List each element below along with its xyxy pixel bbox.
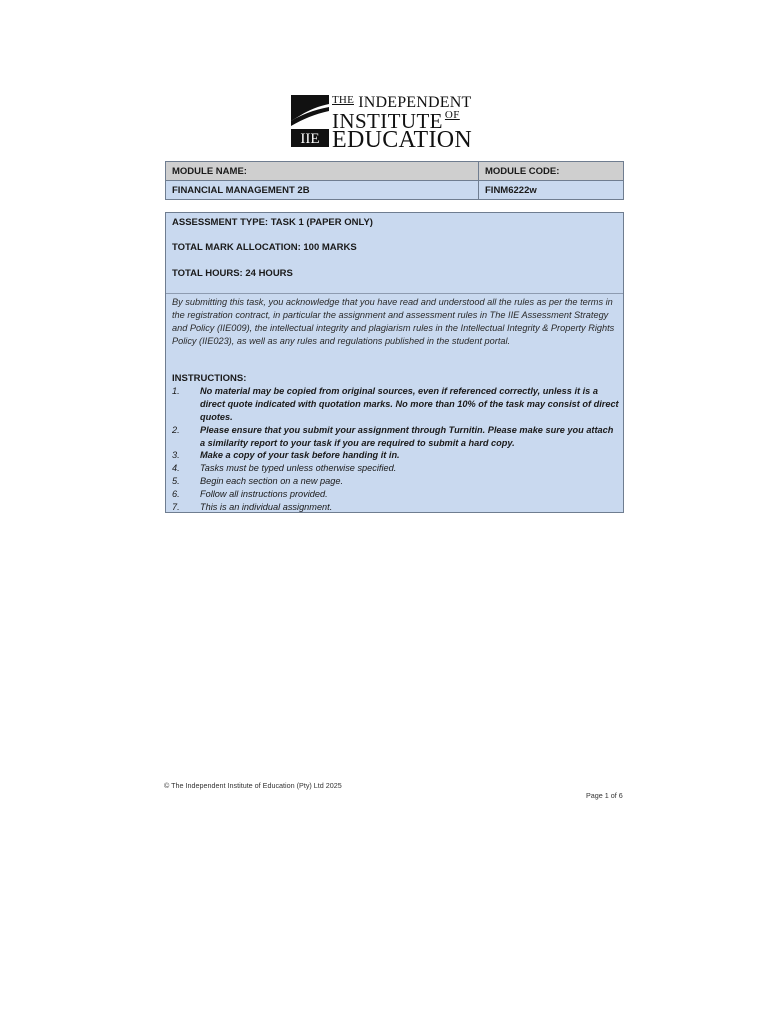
instruction-number: 7.	[172, 502, 180, 512]
module-code-label: MODULE CODE:	[479, 162, 624, 181]
module-name-value: FINANCIAL MANAGEMENT 2B	[166, 181, 479, 200]
instruction-item	[172, 449, 620, 462]
instruction-text: Please ensure that you submit your assignment through Turnitin. Please make sure you attach a similarity report to your task if you are required to submit a hard copy.	[200, 425, 614, 448]
logo-institute: INSTITUTE	[332, 109, 443, 133]
acknowledgement-text: By submitting this task, you acknowledge that you have read and understood all the rules as per the terms in the registration contract, in particular the assignment and assessment rules in The IIE Assessment Strategy and Policy (IIE009), the intellectual integrity and plagiarism rules in the Intellectual Integrity & Property Rights Policy (IIE023), as well as any rules and regulations published in the student portal.	[172, 297, 615, 346]
instruction-number: 2.	[172, 425, 180, 435]
module-table-value-row	[166, 181, 624, 200]
instruction-item	[172, 488, 620, 501]
instruction-item	[172, 475, 620, 488]
footer-page-number: Page 1 of 6	[586, 791, 623, 800]
instruction-item	[172, 424, 620, 450]
instruction-number: 1.	[172, 386, 180, 396]
instruction-number: 5.	[172, 476, 180, 486]
instruction-item	[172, 385, 620, 423]
module-code-value: FINM6222w	[479, 181, 624, 200]
total-marks: TOTAL MARK ALLOCATION: 100 MARKS	[172, 242, 357, 253]
instruction-text: Make a copy of your task before handing it in.	[200, 450, 400, 460]
instructions-title: INSTRUCTIONS:	[172, 373, 247, 384]
logo-independent: INDEPENDENT	[358, 94, 472, 111]
instruction-number: 4.	[172, 463, 180, 473]
iie-logo-mark	[291, 95, 329, 147]
logo-mark-text: IIE	[300, 131, 320, 147]
logo-of: OF	[444, 109, 460, 121]
instruction-item	[172, 501, 620, 514]
total-hours: TOTAL HOURS: 24 HOURS	[172, 268, 293, 279]
iie-logo	[291, 95, 501, 151]
module-name-label: MODULE NAME:	[166, 162, 479, 181]
assessment-type: ASSESSMENT TYPE: TASK 1 (PAPER ONLY)	[172, 217, 373, 228]
instruction-text: No material may be copied from original sources, even if referenced correctly, unless it is a direct quote indicated with quotation marks. No more than 10% of the task may consist of direct quotes.	[200, 386, 619, 422]
instruction-number: 6.	[172, 489, 180, 499]
assessment-box	[165, 212, 624, 513]
instruction-text: This is an individual assignment.	[200, 502, 333, 512]
instruction-text: Tasks must be typed unless otherwise specified.	[200, 463, 397, 473]
instruction-text: Begin each section on a new page.	[200, 476, 344, 486]
module-table-header-row	[166, 162, 624, 181]
footer-copyright: © The Independent Institute of Education (Pty) Ltd 2025	[164, 781, 342, 790]
instruction-item	[172, 462, 620, 475]
assessment-summary	[166, 213, 623, 294]
logo-the: THE	[332, 94, 354, 106]
instruction-number: 3.	[172, 450, 180, 460]
module-table	[165, 161, 624, 200]
logo-education: EDUCATION	[332, 127, 473, 153]
instruction-text: Follow all instructions provided.	[200, 489, 328, 499]
